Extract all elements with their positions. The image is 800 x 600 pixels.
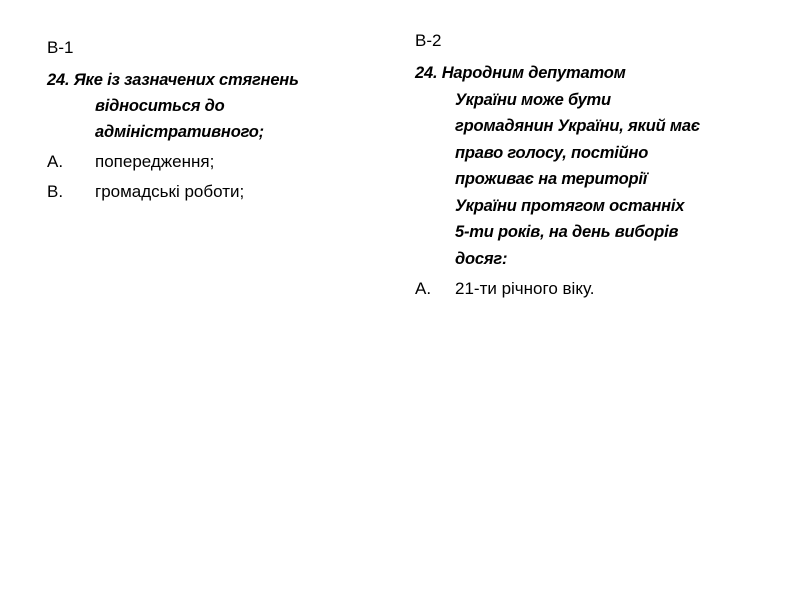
- question-line: проживає на території: [455, 170, 648, 188]
- question-line: України може бути: [455, 90, 611, 109]
- answer-letter: А.: [415, 279, 432, 298]
- variant-1-answer-a: [47, 149, 377, 175]
- question-line: 24. Яке із зазначених стягнень: [47, 71, 299, 89]
- variant-2-answer-a: [415, 276, 775, 302]
- question-line: України протягом останніх: [455, 196, 685, 215]
- answer-text: громадські роботи;: [95, 182, 245, 201]
- variant-1-question: [47, 67, 377, 145]
- question-line: адміністративного;: [95, 123, 264, 141]
- answer-letter: А.: [47, 152, 64, 171]
- question-line: відноситься до: [95, 97, 225, 115]
- variant-1-answer-b: [47, 179, 377, 205]
- answer-text: 21-ти річного віку.: [455, 279, 595, 298]
- question-line: громадянин України, який має: [455, 117, 700, 135]
- question-line: досяг:: [455, 249, 508, 268]
- question-line: право голосу, постійно: [455, 143, 649, 162]
- variant-1-label: В-1: [47, 38, 74, 57]
- question-line: 24. Народним депутатом: [415, 64, 626, 82]
- question-line: 5-ти років, на день виборів: [455, 223, 679, 241]
- variant-2-question: [415, 60, 775, 272]
- variant-1-column: [47, 0, 377, 205]
- answer-text: попередження;: [95, 152, 215, 171]
- variant-2-label: В-2: [415, 31, 442, 50]
- variant-2-column: [415, 0, 775, 302]
- answer-letter: В.: [47, 182, 64, 201]
